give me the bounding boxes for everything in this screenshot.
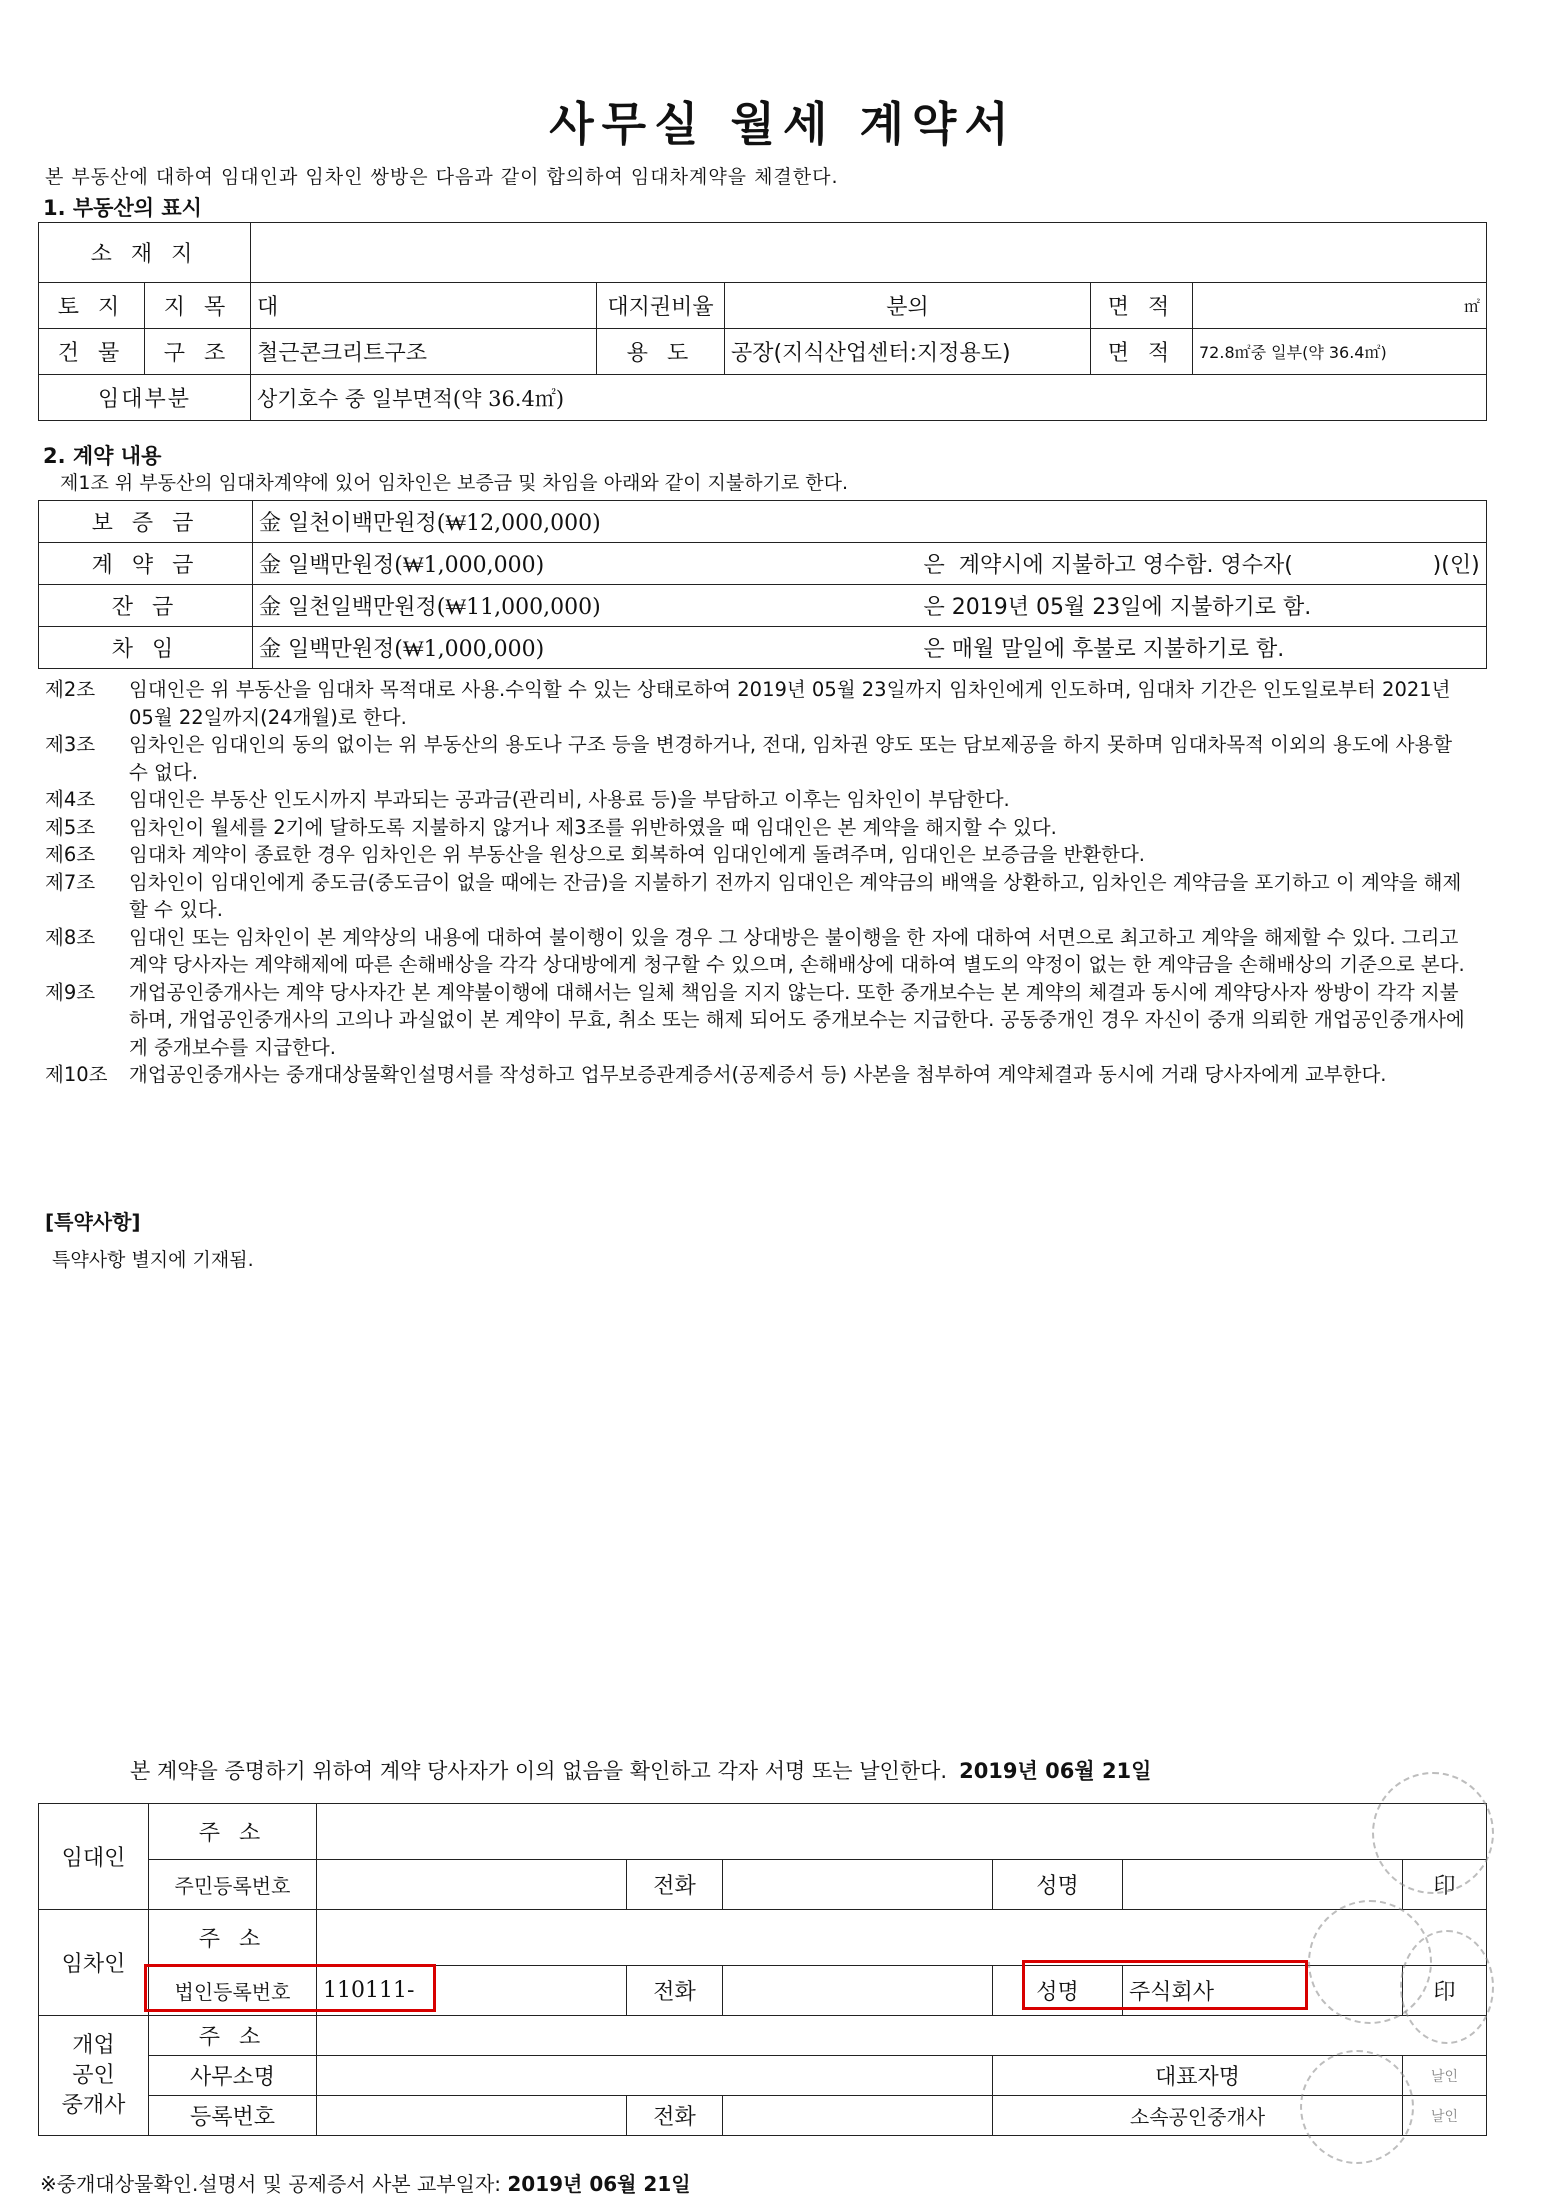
payment-amount: 金 일천이백만원정(₩12,000,000) [253, 501, 918, 543]
lessor-id-label: 주민등록번호 [149, 1860, 317, 1910]
clause-number: 제8조 [45, 925, 96, 949]
lessee-name-value: 주식회사 [1123, 1966, 1403, 2016]
building-area-value: 72.8㎡중 일부(약 36.4㎡) [1193, 329, 1487, 375]
land-ratio-label: 대지권비율 [597, 283, 725, 329]
payment-note: 은 계약시에 지불하고 영수함. 영수자( )(인) [918, 543, 1487, 585]
clause-text: 임대인 또는 임차인이 본 계약상의 내용에 대하여 불이행이 있을 경우 그 상대방은 불이행을 한 자에 대하여 서면으로 최고하고 계약을 해제할 수 있다. 그리고 계약 당사자는 계약해제에 따른 손해배상을 각각 상대방에게 청구할 수 있으며, 손해배상에 대하여 별도의 약정이 없는 한 계약금을 손해배상의 기준으로 본다. [129, 925, 1465, 976]
land-type-value: 대 [251, 283, 597, 329]
payment-note: 은 2019년 05월 23일에 지불하기로 함. [918, 585, 1487, 627]
lessee-phone-label: 전화 [627, 1966, 723, 2016]
payment-table [38, 500, 1487, 669]
section1-heading: 1. 부동산의 표시 [43, 196, 202, 220]
land-label: 토 지 [39, 283, 145, 329]
clause-text: 임대차 계약이 종료한 경우 임차인은 위 부동산을 원상으로 회복하여 임대인에게 돌려주며, 임대인은 보증금을 반환한다. [129, 843, 1145, 866]
lessee-id-value: 110111- [317, 1966, 627, 2016]
seal-stamp [1400, 1930, 1494, 2044]
intro-text: 본 부동산에 대하여 임대인과 임차인 쌍방은 다음과 같이 합의하여 임대차계약을 체결한다. [45, 166, 839, 188]
clause-item [45, 814, 1465, 842]
lessor-role: 임대인 [39, 1804, 149, 1910]
clause-text: 개업공인중개사는 중개대상물확인설명서를 작성하고 업무보증관계증서(공제증서 등) 사본을 첨부하여 계약체결과 동시에 거래 당사자에게 교부한다. [129, 1063, 1387, 1086]
broker-agent-label: 소속공인중개사 [993, 2096, 1403, 2136]
clause-text: 임차인이 임대인에게 중도금(중도금이 없을 때에는 잔금)을 지불하기 전까지 임대인은 계약금의 배액을 상환하고, 임차인은 계약금을 포기하고 이 계약을 해제할 수 있다. [129, 870, 1462, 921]
clause-text: 개업공인중개사는 계약 당사자간 본 계약불이행에 대해서는 일체 책임을 지지 않는다. 또한 중개보수는 본 계약의 체결과 동시에 계약당사자 쌍방이 각각 지불하며, 개업공인중개사의 고의나 과실없이 본 계약이 무효, 취소 또는 해제 되어도 중개보수는 지급한다. 공동중개인 경우 자신이 중개 의뢰한 개업공인중개사에게 중개보수를 지급한다. [129, 980, 1465, 1059]
payment-label: 보 증 금 [39, 501, 253, 543]
clause-text: 임차인은 임대인의 동의 없이는 위 부동산의 용도나 구조 등을 변경하거나, 전대, 임차권 양도 또는 담보제공을 하지 못하며 임대차목적 이외의 용도에 사용할 수 없다. [129, 733, 1453, 784]
land-ratio-value: 분의 [725, 283, 1091, 329]
location-value [251, 223, 1487, 283]
clause1-text: 제1조 위 부동산의 임대차계약에 있어 임차인은 보증금 및 차임을 아래와 같이 지불하기로 한다. [60, 472, 849, 494]
lessor-address-value [317, 1804, 1487, 1860]
broker-rep-label: 대표자명 [993, 2056, 1403, 2096]
contract-date: 2019년 06월 21일 [959, 1759, 1152, 1783]
broker-address-value [317, 2016, 1487, 2056]
clause-number: 제9조 [45, 980, 96, 1004]
clause-number: 제5조 [45, 815, 96, 839]
broker-office-label: 사무소명 [149, 2056, 317, 2096]
use-value: 공장(지식산업센터:지정용도) [725, 329, 1091, 375]
land-area-unit: ㎡ [1193, 283, 1487, 329]
special-terms-heading: [특약사항] [45, 1210, 141, 1234]
clause-item [45, 676, 1465, 731]
lessor-seal: 印 [1403, 1860, 1487, 1910]
broker-seal-2: 날인 [1403, 2096, 1487, 2136]
broker-role-line: 중개사 [61, 2092, 126, 2118]
payment-label: 잔 금 [39, 585, 253, 627]
footer-line [40, 2168, 691, 2197]
building-area-label: 면 적 [1091, 329, 1193, 375]
clause-item [45, 869, 1465, 924]
document-title: 사무실 월세 계약서 [549, 97, 1017, 151]
location-label: 소 재 지 [39, 223, 251, 283]
land-type-label: 지 목 [145, 283, 251, 329]
lessor-id-value [317, 1860, 627, 1910]
clause-item [45, 841, 1465, 869]
confirmation-text: 본 계약을 증명하기 위하여 계약 당사자가 이의 없음을 확인하고 각자 서명 또는 날인한다. [130, 1759, 948, 1783]
land-area-label: 면 적 [1091, 283, 1193, 329]
seal-stamp [1300, 2050, 1414, 2164]
structure-label: 구 조 [145, 329, 251, 375]
lessor-name-label: 성명 [993, 1860, 1123, 1910]
clause-number: 제3조 [45, 733, 96, 756]
payment-note: 은 매월 말일에 후불로 지불하기로 함. [918, 627, 1487, 669]
broker-seal-1: 날인 [1403, 2056, 1487, 2096]
structure-value: 철근콘크리트구조 [251, 329, 597, 375]
clause-item [45, 786, 1465, 814]
lessee-id-label: 법인등록번호 [149, 1966, 317, 2016]
clause-number: 제7조 [45, 870, 96, 894]
clause-number: 제10조 [45, 1063, 108, 1086]
seal-stamp [1372, 1772, 1494, 1894]
use-label: 용 도 [597, 329, 725, 375]
lessee-address-label: 주 소 [149, 1910, 317, 1966]
payment-amount: 金 일천일백만원정(₩11,000,000) [253, 585, 918, 627]
broker-phone-value [723, 2096, 993, 2136]
property-table [38, 222, 1487, 421]
broker-phone-label: 전화 [627, 2096, 723, 2136]
footer-text: ※중개대상물확인.설명서 및 공제증서 사본 교부일자: [40, 2172, 502, 2196]
lessee-role: 임차인 [39, 1910, 149, 2016]
clause-text: 임대인은 부동산 인도시까지 부과되는 공과금(관리비, 사용료 등)을 부담하고 이후는 임차인이 부담한다. [129, 788, 1010, 811]
special-terms-text: 특약사항 별지에 기재됨. [52, 1249, 254, 1271]
broker-role-line: 개업 [72, 2032, 115, 2058]
payment-amount: 金 일백만원정(₩1,000,000) [253, 627, 918, 669]
building-label: 건 물 [39, 329, 145, 375]
name-highlight-box [1022, 1960, 1308, 2010]
lessor-phone-label: 전화 [627, 1860, 723, 1910]
payment-label: 차 임 [39, 627, 253, 669]
clause-text: 임대인은 위 부동산을 임대차 목적대로 사용.수익할 수 있는 상태로하여 2019년 05월 23일까지 임차인에게 인도하며, 임대차 기간은 인도일로부터 2021년 05월 22일까지(24개월)로 한다. [129, 678, 1451, 729]
lessee-name-label: 성명 [993, 1966, 1123, 2016]
clause-text: 임차인이 월세를 2기에 달하도록 지불하지 않거나 제3조를 위반하였을 때 임대인은 본 계약을 해지할 수 있다. [129, 815, 1057, 839]
lessor-phone-value [723, 1860, 993, 1910]
broker-reg-label: 등록번호 [149, 2096, 317, 2136]
clauses-list [45, 676, 1465, 1089]
broker-address-label: 주 소 [149, 2016, 317, 2056]
footer-date: 2019년 06월 21일 [507, 2172, 691, 2196]
clause-item [45, 924, 1465, 979]
lessee-seal: 印 [1403, 1966, 1487, 2016]
section2-heading: 2. 계약 내용 [43, 444, 162, 468]
confirmation-line [130, 1755, 1151, 1785]
lease-part-value: 상기호수 중 일부면적(약 36.4㎡) [251, 375, 1487, 421]
lessor-address-label: 주 소 [149, 1804, 317, 1860]
broker-reg-value [317, 2096, 627, 2136]
clause-item [45, 1061, 1465, 1089]
id-highlight-box [144, 1964, 436, 2012]
lessee-phone-value [723, 1966, 993, 2016]
clause-number: 제4조 [45, 788, 96, 811]
broker-role-line: 공인 [72, 2062, 115, 2088]
clause-number: 제6조 [45, 843, 96, 866]
broker-role [39, 2016, 149, 2136]
payment-amount: 金 일백만원정(₩1,000,000) [253, 543, 918, 585]
payment-label: 계 약 금 [39, 543, 253, 585]
lease-part-label: 임대부분 [39, 375, 251, 421]
payment-note [918, 501, 1487, 543]
clause-item [45, 731, 1465, 786]
broker-office-value [317, 2056, 993, 2096]
clause-item [45, 979, 1465, 1062]
clause-number: 제2조 [45, 678, 96, 701]
